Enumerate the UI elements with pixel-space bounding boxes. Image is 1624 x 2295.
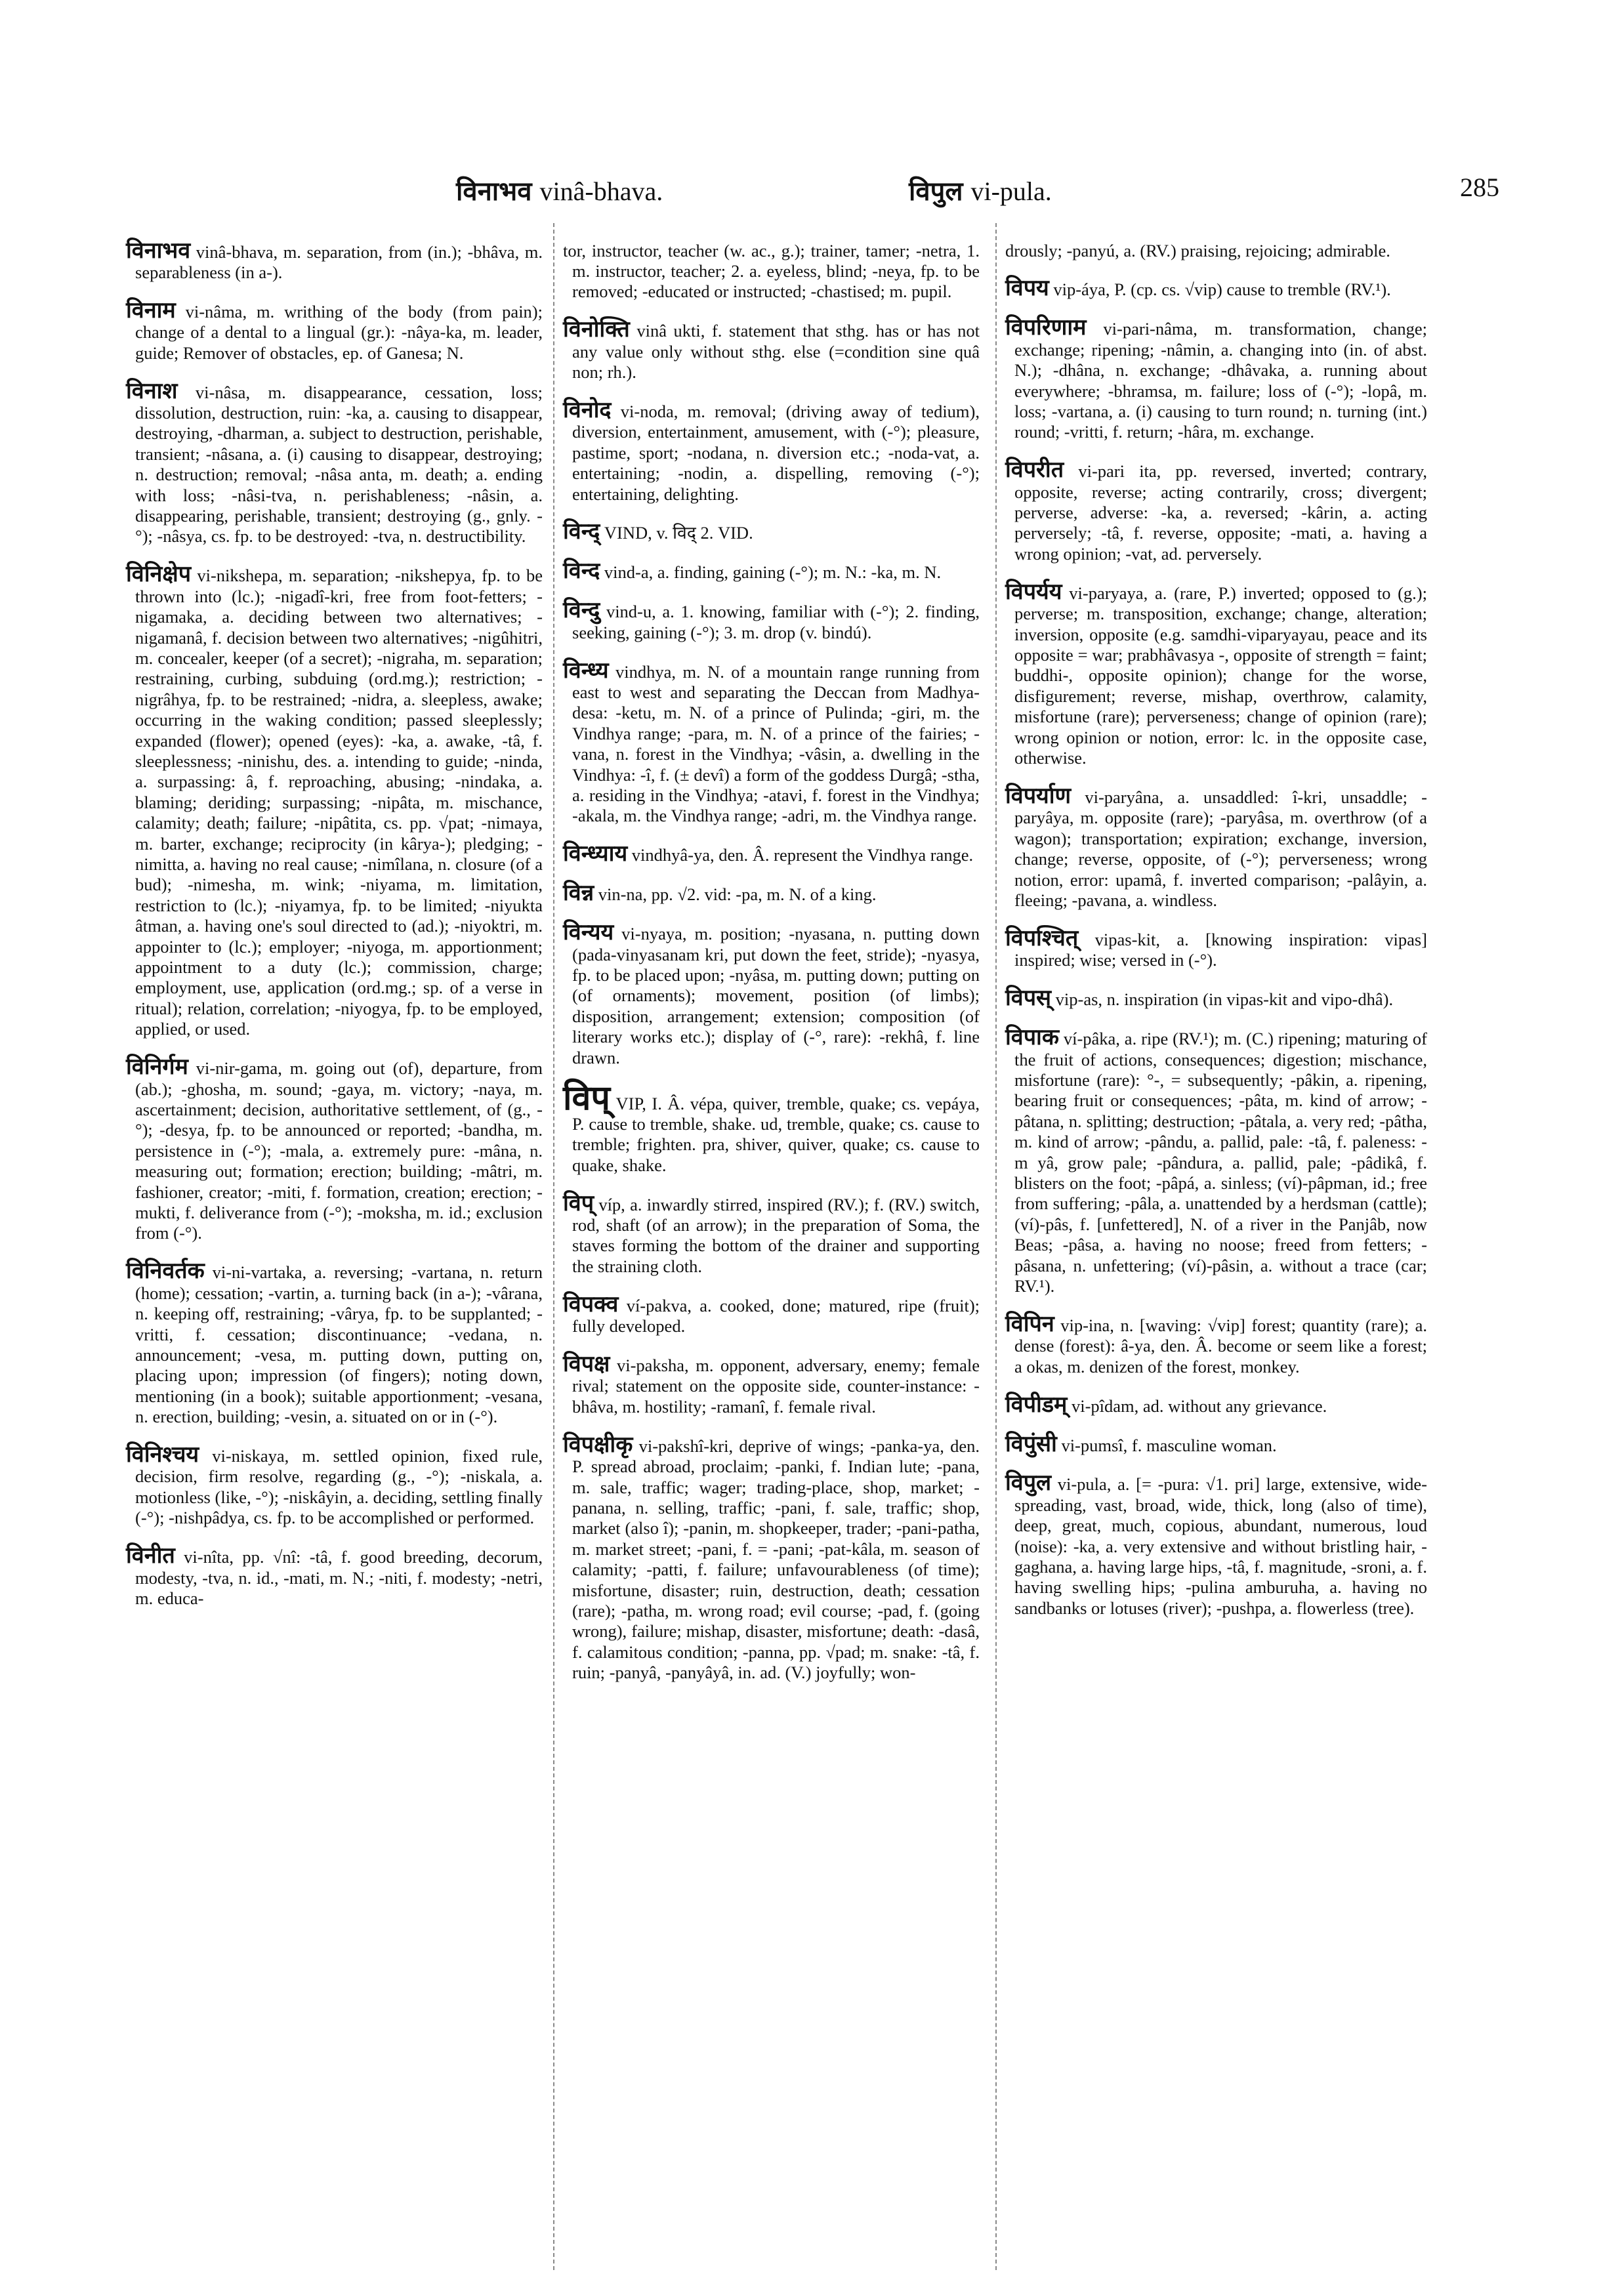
entry-text: vi-paryâna, a. unsaddled: î-kri, unsaddle; -paryâya, m. opposite (rare); -paryâsa, m. overthrow (of a wagon); transportation; expiration; exchange, inversion, change; reverse, opposite, of (-°); perverseness; wrong notion, error: upamâ, f. inverted comparison; -palâyin, a. fleeing; -pavana, a. windless. xyxy=(1014,787,1427,910)
headword-devanagari: विपाक xyxy=(1005,1025,1059,1050)
entry-text: tor, instructor, teacher (w. ac., g.); trainer, tamer; -netra, 1. m. instructor, teacher; 2. a. eyeless, blind; -neya, fp. to be removed; -educated or instructed; -chastised; m. pupil. xyxy=(563,240,980,302)
dictionary-entry xyxy=(1005,278,1427,300)
headword-devanagari: विनाश xyxy=(126,379,178,403)
dictionary-entry xyxy=(1005,1392,1427,1417)
dictionary-entry xyxy=(126,1057,543,1244)
headword-devanagari: विपुल xyxy=(1005,1471,1052,1496)
dictionary-entry xyxy=(563,522,980,543)
dictionary-entry xyxy=(126,300,543,363)
headword-devanagari: विन्द xyxy=(563,559,600,584)
headword-devanagari: विनीत xyxy=(126,1544,175,1569)
headword-devanagari: विपीडम् xyxy=(1005,1392,1068,1417)
entry-text: vi-paksha, m. opponent, adversary, enemy; female rival; statement on the opposite side, counter-instance: -bhâva, m. hostility; -ramanî, f. female rival. xyxy=(572,1355,980,1416)
headword-devanagari: विनाम xyxy=(126,298,176,323)
entry-text: drously; -panyú, a. (RV.) praising, rejoicing; admirable. xyxy=(1005,240,1390,260)
entry-text: vi-paryaya, a. (rare, P.) inverted; opposed to (g.); perverse; m. transposition, exchange; change, alteration; inversion, opposite (e.g. samdhi-viparyayau, peace and its opposite = war; prabhâvasya -, opposite of strength = faint; buddhi-, opposite opinion); change for the worse, disfigurement; reverse, mishap, overthrow, calamity, misfortune (rare); perverseness; change of opinion (rare); wrong opinion or notion, error: lc. in the opposite case, otherwise. xyxy=(1014,583,1427,768)
headword-devanagari: विपरिणाम xyxy=(1005,316,1087,341)
entry-text: vi-nikshepa, m. separation; -nikshepya, fp. to be thrown into (lc.); -nigadî-kri, free from foot-fetters; -nigamaka, a. deciding between two alternatives; -nigamanâ, f. decision between two alternatives; -nigûhitri, m. concealer, keeper (of a secret); -nigraha, m. separation; restraining, curbing, subduing (ord.mg.); restriction; -nigrâhya, fp. to be restrained; -nidra, a. sleepless, awake; occurring in the waking condition; passed sleeplessly; expanded (flower); opened (eyes): -ka, a. awake, -tâ, f. sleeplessness; -ninishu, des. a. intending to guide; -ninda, a. surpassing: â, f. reproaching, abusing; -nindaka, a. blaming; deriding; surpassing; -nipâta, m. mischance, calamity; death; failure; -nipâtita, cs. pp. √pat; -nimaya, m. barter, exchange; reciprocity (in kârya-); pledging; -nimitta, a. having no real cause; -nimîlana, n. closure (of a bud); -nimesha, m. wink; -niyama, m. limitation, restriction to (lc.); -niyamya, fp. to be limited; -niyukta âtman, a. having one's soul directed to (ad.); -niyoktri, m. appointer to (lc.); employer; -niyoga, m. apportionment; appointment to a duty (lc.); commission, charge; employment, use, application (ord.mg.; sp. of a verse in ritual); relation, correlation; -niyogya, fp. to be employed, applied, or used. xyxy=(135,566,543,1039)
headword-devanagari: विनिक्षेप xyxy=(126,562,192,587)
column-divider xyxy=(553,223,554,2270)
dictionary-entry xyxy=(1005,241,1427,261)
entry-text: vi-pakshî-kri, deprive of wings; -panka-ya, den. P. spread abroad, proclaim; -panki, f. Indian lute; -pana, m. sale, traffic; wager; trading-place, shop, market; -panana, n. selling, traffic; -pani, f. sale, traffic; shop, market (also î); -panin, m. shopkeeper, trader; -pani-patha, m. market street; -pani, f. = -pani; -pat-kâla, m. season of calamity; -patti, f. failure; unfavourableness (of time); misfortune, disaster; ruin, destruction, death; cessation (rare); -patha, m. wrong road; evil course; -pad, f. (going wrong), failure; mishap, disaster, misfortune; death: -dasâ, f. calamitous condition; -panna, pp. √pad; m. snake: -tâ, f. ruin; -panyâ, -panyâyâ, in. ad. (V.) joyfully; won- xyxy=(572,1436,980,1683)
entry-text: vipas-kit, a. [knowing inspiration: vipas] inspired; wise; versed in (-°). xyxy=(1014,929,1427,970)
headword-devanagari: विपक्षीकृ xyxy=(563,1432,633,1457)
headword-devanagari: विनिर्गम xyxy=(126,1055,188,1080)
dictionary-entry xyxy=(563,241,980,302)
headword-devanagari: विन्दु xyxy=(563,598,600,623)
dictionary-entry xyxy=(563,844,980,865)
dictionary-entry xyxy=(563,922,980,1068)
dictionary-entry xyxy=(563,1294,980,1337)
dictionary-entry xyxy=(1005,1314,1427,1377)
headword-devanagari: विन्यय xyxy=(563,920,614,945)
dictionary-entry xyxy=(563,1432,980,1684)
headword-devanagari: विपय xyxy=(1005,276,1049,301)
headword-devanagari: विन्ध्य xyxy=(563,658,609,683)
entry-text: vi-nir-gama, m. going out (of), departure, from (ab.); -ghosha, m. sound; -gaya, m. victory; -naya, m. ascertainment; decision, authoritative settlement, of (g., -°); -desya, fp. to be announced or reported; -bandha, m. persistence in (-°); -mala, a. extremely pure: -mâna, n. measuring out; formation; erection; building; -mâtri, m. fashioner, creator; -miti, f. formation, creation; erection; -mukti, f. deliverance from (-°); -moksha, m. id.; exclusion from (-°). xyxy=(135,1058,543,1243)
dictionary-entry xyxy=(126,564,543,1039)
dictionary-entry xyxy=(563,320,980,382)
headword-devanagari: विपरीत xyxy=(1005,458,1064,483)
entry-text: VIND, v. विद् 2. VID. xyxy=(604,523,753,543)
headword-devanagari: विन्ध्याय xyxy=(563,842,628,867)
entry-text: vin-na, pp. √2. vid: -pa, m. N. of a king. xyxy=(598,884,877,905)
dictionary-entry xyxy=(126,238,543,283)
entry-text: vi-pîdam, ad. without any grievance. xyxy=(1071,1396,1327,1416)
headword-devanagari: विन्द् xyxy=(563,520,600,545)
dictionary-entry xyxy=(1005,579,1427,769)
entry-text: vi-nâma, m. writhing of the body (from pain); change of a dental to a lingual (gr.): -nâya-ka, m. leader, guide; Remover of obstacles, ep. of Ganesa; N. xyxy=(135,301,543,363)
dictionary-entry xyxy=(1005,318,1427,442)
column-divider xyxy=(995,223,997,2270)
entry-text: VIP, I. Â. vépa, quiver, tremble, quake; cs. vepáya, P. cause to tremble, shake. ud, tremble, quake; cs. cause to tremble; frighten. pra, shiver, quiver, quake; cs. cause to quake, shake. xyxy=(572,1093,980,1175)
dictionary-entry xyxy=(1005,1434,1427,1456)
dictionary-entry xyxy=(1005,988,1427,1010)
entry-text: vip-áya, P. (cp. cs. √vip) cause to tremble (RV.¹). xyxy=(1053,279,1391,300)
entry-text: vip-as, n. inspiration (in vipas-kit and vipo-dhâ). xyxy=(1055,989,1394,1010)
entry-text: vi-niskaya, m. settled opinion, fixed rule, decision, firm resolve, regarding (g., -°); -niskala, a. motionless (like, -°); -niskâyin, a. deciding, settling finally (-°); -nishpâdya, cs. fp. to be accomplished or performed. xyxy=(135,1446,543,1528)
dictionary-entry xyxy=(563,400,980,505)
headword-devanagari: विपक्ष xyxy=(563,1352,610,1377)
headword-devanagari: विनाभव xyxy=(126,238,191,263)
page-number: 285 xyxy=(1460,173,1499,202)
headword-devanagari: विपर्यय xyxy=(1005,579,1062,604)
column-3 xyxy=(1005,223,1427,1630)
dictionary-entry xyxy=(1005,460,1427,564)
headword-devanagari: विप् xyxy=(563,1079,610,1117)
entry-text: vip-ina, n. [waving: √vip] forest; quantity (rare); a. dense (forest): â-ya, den. Â. become or seem like a forest; a okas, m. denizen of the forest, monkey. xyxy=(1014,1315,1427,1376)
entry-text: vindhya, m. N. of a mountain range running from east to west and separating the Deccan from Madhya-desa: -ketu, m. N. of a prince of Pulinda; -giri, m. the Vindhya range; -para, m. N. of a prince of the fairies; -vana, n. forest in the Vindhya; -vâsin, a. dwelling in the Vindhya: -î, f. (± devî) a form of the goddess Durgâ; -stha, a. residing in the Vindhya; -atavi, f. forest in the Vindhya; -akala, m. the Vindhya range; -adri, m. the Vindhya range. xyxy=(572,661,980,826)
dictionary-entry xyxy=(126,381,543,547)
column-2 xyxy=(563,223,980,1695)
entry-text: vindhyâ-ya, den. Â. represent the Vindhya range. xyxy=(631,845,974,865)
entry-text: vind-a, a. finding, gaining (-°); m. N.: -ka, m. N. xyxy=(604,562,942,583)
dictionary-entry xyxy=(126,1546,543,1609)
column-1 xyxy=(126,223,543,1621)
dictionary-entry xyxy=(1005,1473,1427,1619)
entry-text: ví-pâka, a. ripe (RV.¹); m. (C.) ripening; maturing of the fruit of actions, consequences; digestion; mischance, misfortune (rare): °-, = subsequently; -pâkin, a. ripening, bearing fruit or consequences; -pâta, m. kind of arrow; -pâtana, n. splitting; destruction; -pâtala, a. very red; -pâtha, m. kind of arrow; -pându, a. pallid, pale: -tâ, f. paleness: -m yâ, grow pale; -pândura, a. pallid, pale; -pâdikâ, f. blisters on the foot; -pâpá, a. sinless; (ví)-pâpman, id.; free from suffering; -pâla, a. unattended by a herdsman (cattle); (ví)-pâs, f. [unfettered], N. of a river in the Panjâb, now Beas; -pâsa, a. having no noose; freed from fetters; -pâsana, n. unfettering; (ví)-pâsin, a. without a trace (car; RV.¹). xyxy=(1014,1029,1428,1296)
headword-devanagari: विपिन xyxy=(1005,1312,1054,1336)
dictionary-entry xyxy=(563,1193,980,1277)
headword-devanagari: विपस् xyxy=(1005,986,1052,1011)
headword-devanagari: विपश्चित् xyxy=(1005,926,1079,951)
dictionary-entry xyxy=(563,561,980,583)
dictionary-entry xyxy=(563,883,980,905)
headword-devanagari: विनिश्चय xyxy=(126,1443,199,1468)
dictionary-entry xyxy=(126,1261,543,1427)
headword-devanagari: विनोक्ति xyxy=(563,318,630,342)
entry-text: vinâ-bhava, m. separation, from (in.); -bhâva, m. separableness (in a-). xyxy=(135,241,543,282)
headword-devanagari: विनिवर्तक xyxy=(126,1259,205,1284)
dictionary-entry xyxy=(1005,1027,1427,1296)
entry-text: ví-pakva, a. cooked, done; matured, ripe (fruit); fully developed. xyxy=(572,1295,980,1336)
running-header xyxy=(128,164,1499,210)
entry-text: vind-u, a. 1. knowing, familiar with (-°); 2. finding, seeking, gaining (-°); 3. m. drop (v. bindú). xyxy=(572,602,980,642)
headword-devanagari: विनोद xyxy=(563,398,612,423)
entry-text: vi-pari ita, pp. reversed, inverted; contrary, opposite, reverse; acting contrarily, cross; divergent; perverse, adverse: -ka, a. reversed; -kârin, a. acting perversely; -tâ, f. reverse, opposite; -mati, a. having a wrong opinion; -vat, ad. perversely. xyxy=(1014,461,1428,564)
headword-devanagari: विपुंसी xyxy=(1005,1432,1057,1457)
dictionary-entry xyxy=(563,1354,980,1417)
dictionary-entry xyxy=(126,1445,543,1529)
entry-text: vi-pari-nâma, m. transformation, change; exchange; ripening; -nâmin, a. changing into (in. of abst. N.); -dhâna, n. exchange; -dhâvaka, a. running about everywhere; -bhramsa, m. failure; loss of (-°); -lopâ, m. loss; -vartana, a. (i) causing to turn round; n. turning (int.) round; -vritti, f. return; -hâra, m. exchange. xyxy=(1014,319,1428,442)
entry-text: víp, a. inwardly stirred, inspired (RV.); f. (RV.) switch, rod, shaft (of an arrow); in the preparation of Soma, the staves forming the bottom of the drainer and supporting the straining cloth. xyxy=(572,1194,980,1276)
header-right-guideword: विपुल vi-pula. xyxy=(909,176,1052,206)
dictionary-entry xyxy=(563,1079,980,1176)
entry-text: vi-pumsî, f. masculine woman. xyxy=(1061,1435,1277,1455)
entry-text: vi-nyaya, m. position; -nyasana, n. putting down (pada-vinyasanam kri, put down the feet, stride); -nyasya, fp. to be placed upon; -nyâsa, m. putting down; putting on (of ornaments); movement, position (of limbs); disposition, arrangement; extension; composition (of literary works etc.); display of (-°, rare): -rekhâ, f. line drawn. xyxy=(572,924,980,1067)
header-left-guideword: विनाभव vinâ-bhava. xyxy=(456,176,663,206)
dictionary-entry xyxy=(1005,783,1427,911)
entry-text: vi-pula, a. [= -pura: √1. pri] large, extensive, wide-spreading, vast, broad, wide, thick, long (also of time), deep, great, much, copious, abundant, numerous, loud (noise): -ka, a. very extensive and without bristling hair, -gaghana, a. having large hips, -tâ, f. magnitude, -sroni, a. f. having swelling hips; -pulina amburuha, a. having no sandbanks or lotuses (river); -pushpa, a. flowerless (tree). xyxy=(1014,1474,1427,1618)
headword-devanagari: विप् xyxy=(563,1191,594,1216)
dictionary-entry xyxy=(563,658,980,827)
headword-devanagari: विपक्व xyxy=(563,1292,619,1317)
entry-text: vinâ ukti, f. statement that sthg. has or has not any value only without sthg. else (=condition sine quâ non; rh.). xyxy=(572,321,980,382)
entry-text: vi-nâsa, m. disappearance, cessation, loss; dissolution, destruction, ruin: -ka, a. causing to disappear, destroying, -dharman, a. subject to destruction, perishable, transient; -nâsana, a. (i) causing to disappear, destroying; n. destruction; removal; -nâsa anta, m. death; a. ending with loss; -nâsi-tva, n. perishableness; -nâsin, a. disappearing, perishable, transient; destroying (g., gnly. -°); -nâsya, cs. fp. to be destroyed: -tva, n. destructibility. xyxy=(135,382,543,547)
headword-devanagari: विपर्याण xyxy=(1005,783,1072,808)
entry-text: vi-ni-vartaka, a. reversing; -vartana, n. return (home); cessation; -vartin, a. turning back (in a-); -vârana, n. keeping off, restraining; -vârya, fp. to be supplanted; -vritti, f. cessation; discontinuance; -vedana, n. announcement; -vesa, m. putting down, putting on, placing upon; impression (of fingers); noting down, mentioning (in a book); suitable apportionment; -vesana, n. erection, building; -vesin, a. situated on or in (-°). xyxy=(135,1262,543,1427)
headword-devanagari: विन्न xyxy=(563,881,594,906)
dictionary-entry xyxy=(563,600,980,643)
entry-text: vi-noda, m. removal; (driving away of tedium), diversion, entertainment, amusement, with (-°); pleasure, pastime, sport; -nodana, n. diversion etc.; -noda-vat, a. entertaining; -nodin, a. dispelling, removing (-°); entertaining, delighting. xyxy=(572,401,980,504)
entry-text: vi-nîta, pp. √nî: -tâ, f. good breeding, decorum, modesty, -tva, n. id., -mati, m. N.; -niti, f. modesty; -netri, m. educa- xyxy=(135,1547,543,1608)
dictionary-entry xyxy=(1005,928,1427,971)
